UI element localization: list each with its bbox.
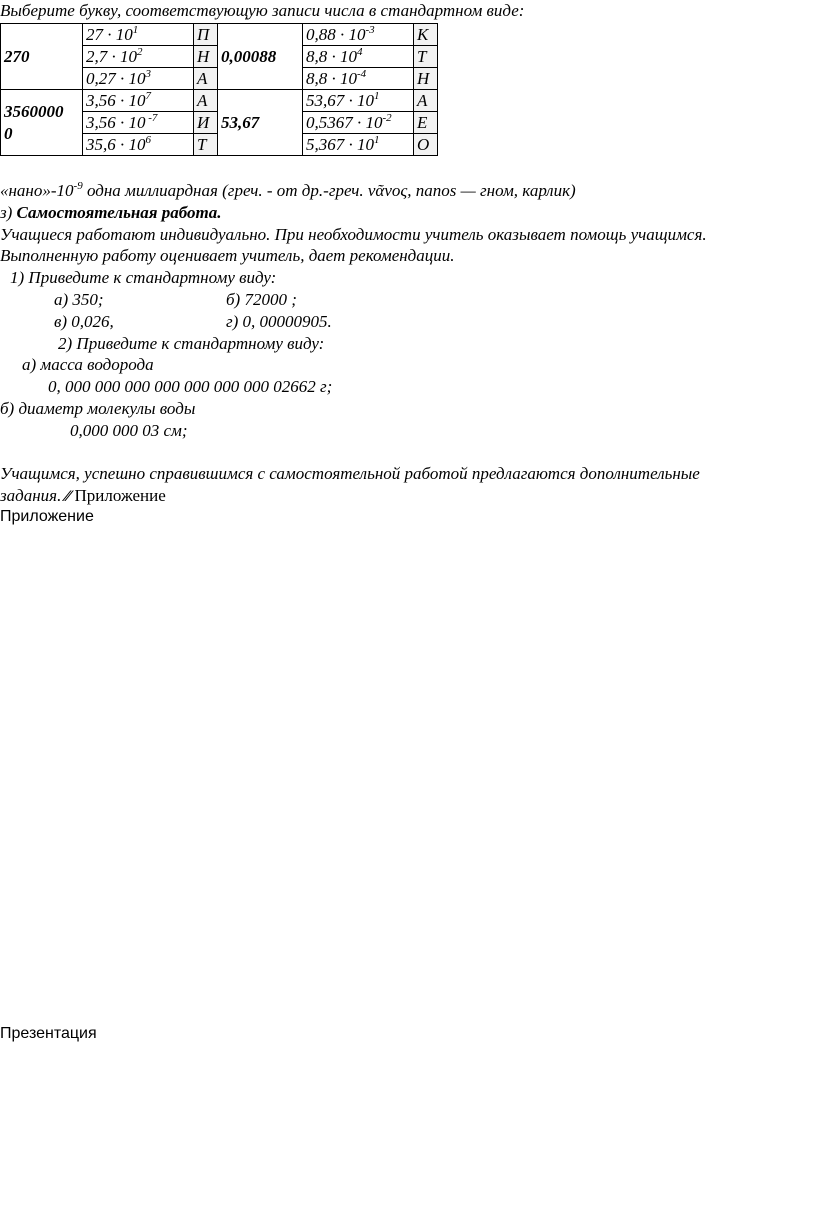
number-35600000	[1, 90, 83, 156]
option-letter: А	[194, 68, 218, 90]
task1-item-c: в) 0,026,	[54, 312, 114, 331]
number-270: 270	[1, 24, 83, 90]
option-mantissa: $0,88 \cdot 10^{-3}$	[303, 24, 414, 46]
task2-item-a-value: 0, 000 000 000 000 000 000 000 02662 г;	[48, 377, 333, 396]
link-icon: ⁄⁄	[65, 489, 71, 505]
paragraph-evaluation: Выполненную работу оценивает учитель, дает рекомендации.	[0, 246, 455, 265]
nano-definition: «$нано»-10^{-9}$ одна миллиардная (греч. - от др.-греч. νᾶνος, nanos — гном, карлик)	[0, 180, 576, 200]
task-heading: Выберите букву, соответствующую записи числа в стандартном виде:	[0, 1, 525, 20]
option-mantissa: $0,5367 \cdot 10^{-2}$	[303, 112, 414, 134]
option-letter: Н	[414, 68, 438, 90]
task1-item-d: г) 0, 00000905.	[226, 312, 332, 331]
appendix-heading: Приложение	[0, 508, 94, 525]
option-letter: К	[414, 24, 438, 46]
option-letter: А	[194, 90, 218, 112]
option-letter: Т	[414, 46, 438, 68]
option-letter: Т	[194, 134, 218, 156]
option-mantissa: $27 \cdot 10^1$	[83, 24, 194, 46]
task2-item-b-label: б) диаметр молекулы воды	[0, 399, 196, 418]
option-mantissa: $8,8 \cdot 10^{-4}$	[303, 68, 414, 90]
paragraph-individual-work: Учащиеся работают индивидуально. При необходимости учитель оказывает помощь учащимся.	[0, 225, 707, 244]
option-letter: И	[194, 112, 218, 134]
extra-tasks-paragraph: Учащимся, успешно справившимся с самостоятельной работой предлагаются дополнительные	[0, 464, 700, 483]
extra-tasks-paragraph-end: задания. ⁄⁄ Приложение	[0, 486, 166, 505]
section-z-title: Самостоятельная работа.	[16, 203, 222, 222]
task1-item-a: а) 350;	[54, 290, 104, 309]
option-mantissa: $35,6 \cdot 10^6$	[83, 134, 194, 156]
standard-form-table	[0, 23, 438, 156]
option-mantissa: $2,7 \cdot 10^2$	[83, 46, 194, 68]
option-letter: Е	[414, 112, 438, 134]
option-mantissa: $3,56 \cdot 10^7$	[83, 90, 194, 112]
number-53-67: 53,67	[218, 90, 303, 156]
option-mantissa: $53,67 \cdot 10^1$	[303, 90, 414, 112]
option-letter: А	[414, 90, 438, 112]
number-line-2: 0	[4, 123, 13, 143]
task2-item-a-label: а) масса водорода	[22, 355, 154, 374]
option-mantissa: $5,367 \cdot 10^1$	[303, 134, 414, 156]
option-mantissa: $8,8 \cdot 10^4$	[303, 46, 414, 68]
number-0-00088: 0,00088	[218, 24, 303, 90]
task1-item-b: б) 72000 ;	[226, 290, 297, 309]
option-letter: Н	[194, 46, 218, 68]
option-letter: П	[194, 24, 218, 46]
appendix-link[interactable]: Приложение	[74, 486, 166, 505]
option-mantissa: 3,56 · 10 $^{-7}$	[83, 112, 194, 134]
presentation-heading: Презентация	[0, 1025, 97, 1042]
task2-item-b-value: 0,000 000 03 см;	[70, 421, 188, 440]
section-z-heading: з) Самостоятельная работа.	[0, 203, 222, 222]
task1-heading: 1) Приведите к стандартному виду:	[10, 268, 277, 287]
option-letter: О	[414, 134, 438, 156]
option-mantissa: $0,27 \cdot 10^3$	[83, 68, 194, 90]
task2-heading: 2) Приведите к стандартному виду:	[58, 334, 325, 353]
number-line-1: 3560000	[4, 101, 64, 121]
